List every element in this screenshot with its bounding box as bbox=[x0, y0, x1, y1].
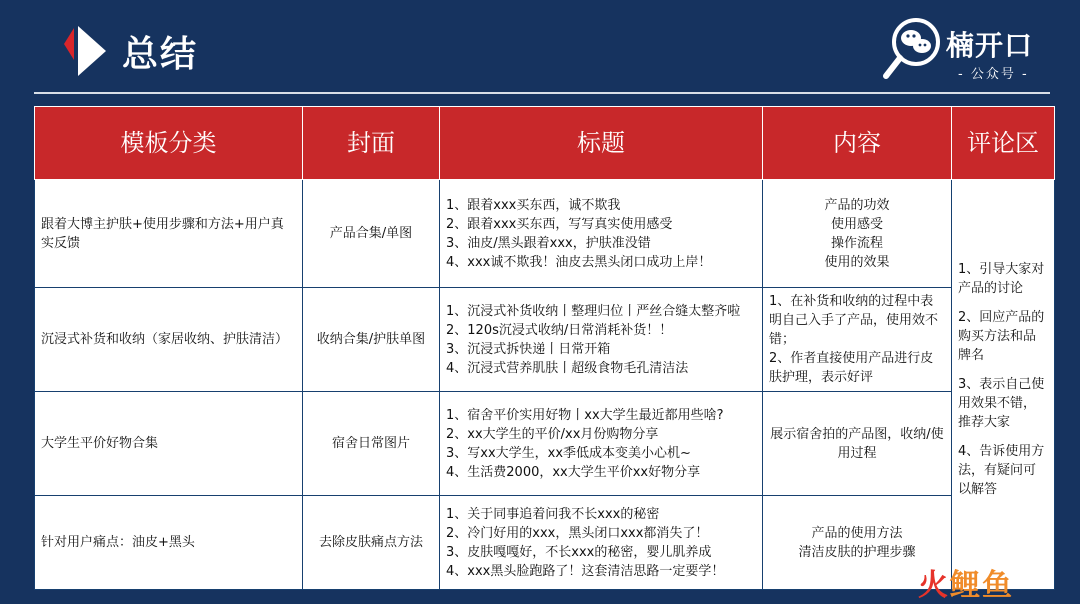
column-header: 标题 bbox=[440, 107, 763, 180]
titles-cell bbox=[440, 496, 763, 590]
title-line: 2、xx大学生的平价/xx月份购物分享 bbox=[446, 426, 659, 442]
comment-item: 2、回应产品的购买方法和品牌名 bbox=[958, 310, 1045, 363]
content-line: 操作流程 bbox=[830, 235, 883, 251]
titles-cell bbox=[440, 288, 763, 392]
table-header-row bbox=[35, 107, 1055, 180]
arrow-logo-icon bbox=[62, 24, 112, 78]
category-cell: 沉浸式补货和收纳（家居收纳、护肤清洁） bbox=[35, 288, 303, 392]
column-header: 模板分类 bbox=[35, 107, 303, 180]
header bbox=[0, 0, 1080, 92]
table-row bbox=[35, 392, 1055, 496]
title-line: 2、跟着xxx买东西，写写真实使用感受 bbox=[446, 216, 673, 232]
title-line: 2、冷门好用的xxx，黑头闭口xxx都消失了！ bbox=[446, 525, 709, 541]
titles-cell bbox=[440, 180, 763, 288]
table-row bbox=[35, 496, 1055, 590]
watermark-part: 鲤鱼 bbox=[950, 568, 1014, 603]
cover-cell: 去除皮肤痛点方法 bbox=[303, 496, 440, 590]
table-row bbox=[35, 180, 1055, 288]
title-line: 3、油皮/黑头跟着xxx，护肤准没错 bbox=[446, 235, 651, 251]
watermark-part: 火 bbox=[918, 568, 950, 603]
titles-cell bbox=[440, 392, 763, 496]
cover-cell: 收纳合集/护肤单图 bbox=[303, 288, 440, 392]
column-header: 内容 bbox=[763, 107, 952, 180]
table-row bbox=[35, 288, 1055, 392]
brand bbox=[880, 14, 1050, 84]
cover-cell: 宿舍日常图片 bbox=[303, 392, 440, 496]
title-line: 1、跟着xxx买东西，诚不欺我 bbox=[446, 197, 621, 213]
brand-name: 楠开口 bbox=[946, 29, 1034, 62]
title-line: 3、皮肤嘎嘎好，不长xxx的秘密，婴儿肌养成 bbox=[446, 544, 712, 560]
category-cell: 跟着大博主护肤+使用步骤和方法+用户真实反馈 bbox=[35, 180, 303, 288]
comments-cell bbox=[952, 180, 1055, 590]
content-line: 2、作者直接使用产品进行皮肤护理，表示好评 bbox=[769, 351, 934, 385]
header-divider bbox=[34, 92, 1050, 94]
summary-table bbox=[34, 106, 1055, 590]
category-cell: 大学生平价好物合集 bbox=[35, 392, 303, 496]
brand-subtitle: - 公众号 - bbox=[958, 67, 1029, 82]
column-header: 封面 bbox=[303, 107, 440, 180]
chat-magnifier-icon bbox=[880, 14, 950, 84]
content-cell bbox=[763, 180, 952, 288]
content-line: 产品的使用方法 bbox=[811, 525, 903, 541]
content-line: 产品的功效 bbox=[824, 197, 890, 213]
title-line: 1、宿舍平价实用好物丨xx大学生最近都用些啥? bbox=[446, 407, 724, 423]
title-line: 4、xxx诚不欺我！油皮去黑头闭口成功上岸！ bbox=[446, 254, 712, 270]
title-line: 4、生活费2000，xx大学生平价xx好物分享 bbox=[446, 464, 701, 480]
watermark bbox=[918, 560, 1014, 604]
title-line: 3、写xx大学生，xx季低成本变美小心机~ bbox=[446, 445, 691, 461]
title-line: 1、沉浸式补货收纳丨整理归位丨严丝合缝太整齐啦 bbox=[446, 303, 741, 319]
content-line: 清洁皮肤的护理步骤 bbox=[798, 544, 916, 560]
title-line: 4、沉浸式营养肌肤丨超级食物毛孔清洁法 bbox=[446, 360, 689, 376]
content-line: 使用的效果 bbox=[824, 254, 890, 270]
content-line: 使用感受 bbox=[830, 216, 883, 232]
title-line: 1、关于同事追着问我不长xxx的秘密 bbox=[446, 506, 660, 522]
comment-item: 4、告诉使用方法，有疑问可以解答 bbox=[958, 444, 1045, 497]
comment-item: 1、引导大家对产品的讨论 bbox=[958, 262, 1045, 296]
category-cell: 针对用户痛点：油皮+黑头 bbox=[35, 496, 303, 590]
title-line: 3、沉浸式拆快递丨日常开箱 bbox=[446, 341, 611, 357]
content-cell bbox=[763, 392, 952, 496]
cover-cell: 产品合集/单图 bbox=[303, 180, 440, 288]
content-cell bbox=[763, 288, 952, 392]
title-line: 2、120s沉浸式收纳/日常消耗补货！！ bbox=[446, 322, 673, 338]
page-title: 总结 bbox=[122, 34, 199, 75]
column-header: 评论区 bbox=[952, 107, 1055, 180]
title-line: 4、xxx黑头脸跑路了！这套清洁思路一定要学！ bbox=[446, 563, 725, 579]
content-line: 展示宿舍拍的产品图，收纳/使用过程 bbox=[770, 426, 944, 461]
comment-item: 3、表示自己使用效果不错，推荐大家 bbox=[958, 377, 1045, 430]
content-line: 1、在补货和收纳的过程中表明自己入手了产品，使用效不错； bbox=[769, 294, 939, 347]
